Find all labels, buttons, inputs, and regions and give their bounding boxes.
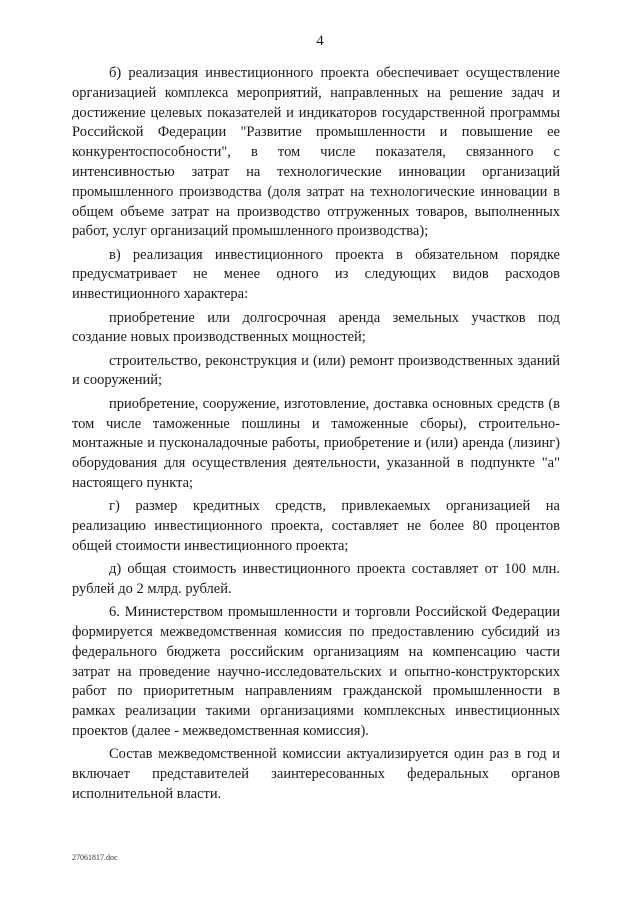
page-number: 4 xyxy=(316,33,324,49)
paragraph-v: в) реализация инвестиционного проекта в обязательном порядке предусматривает не менее одного из следующих видов расходов инвестиционного характера: xyxy=(72,246,560,303)
paragraph-b: б) реализация инвестиционного проекта обеспечивает осуществление организацией комплекса мероприятий, направленных на решение задач и достижение целевых показателей и индикаторов государственной программы Российской Федерации "Развитие промышленности и повышение ее конкурентоспособности", в том числе показателя, связанного с интенсивностью затрат на технологические инновации организаций промышленного производства (доля затрат на технологические инновации в общем объеме затрат на производство отгруженных товаров, выполненных работ, услуг организаций промышленного производства); xyxy=(72,65,560,240)
paragraph-fixed-assets: приобретение, сооружение, изготовление, доставка основных средств (в том числе таможенные пошлины и таможенные сборы), строительно-монтажные и пусконаладочные работы, приобретение и (или) аренда (лизинг) оборудования для осуществления деятельности, указанной в подпункте "а" настоящего пункта; xyxy=(72,395,560,491)
paragraph-construction: строительство, реконструкция и (или) ремонт производственных зданий и сооружений; xyxy=(72,352,560,389)
document-body xyxy=(72,64,560,808)
paragraph-land-lease: приобретение или долгосрочная аренда земельных участков под создание новых производственных мощностей; xyxy=(72,309,560,346)
footer-doc-id: 27061817.doc xyxy=(72,853,118,862)
paragraph-d: д) общая стоимость инвестиционного проекта составляет от 100 млн. рублей до 2 млрд. рублей. xyxy=(72,561,560,597)
paragraph-commission-composition: Состав межведомственной комиссии актуализируется один раз в год и включает представителей заинтересованных федеральных органов исполнительной власти. xyxy=(72,746,560,802)
paragraph-6: 6. Министерством промышленности и торговли Российской Федерации формируется межведомственная комиссия по предоставлению субсидий из федерального бюджета российским организациям на компенсацию части затрат на проведение научно-исследовательских и опытно-конструкторских работ по приоритетным направлениям гражданской промышленности в рамках реализации такими организациями комплексных инвестиционных проектов (далее - межведомственная комиссия). xyxy=(72,604,560,739)
paragraph-g: г) размер кредитных средств, привлекаемых организацией на реализацию инвестиционного проекта, составляет не более 80 процентов общей стоимости инвестиционного проекта; xyxy=(72,498,560,554)
